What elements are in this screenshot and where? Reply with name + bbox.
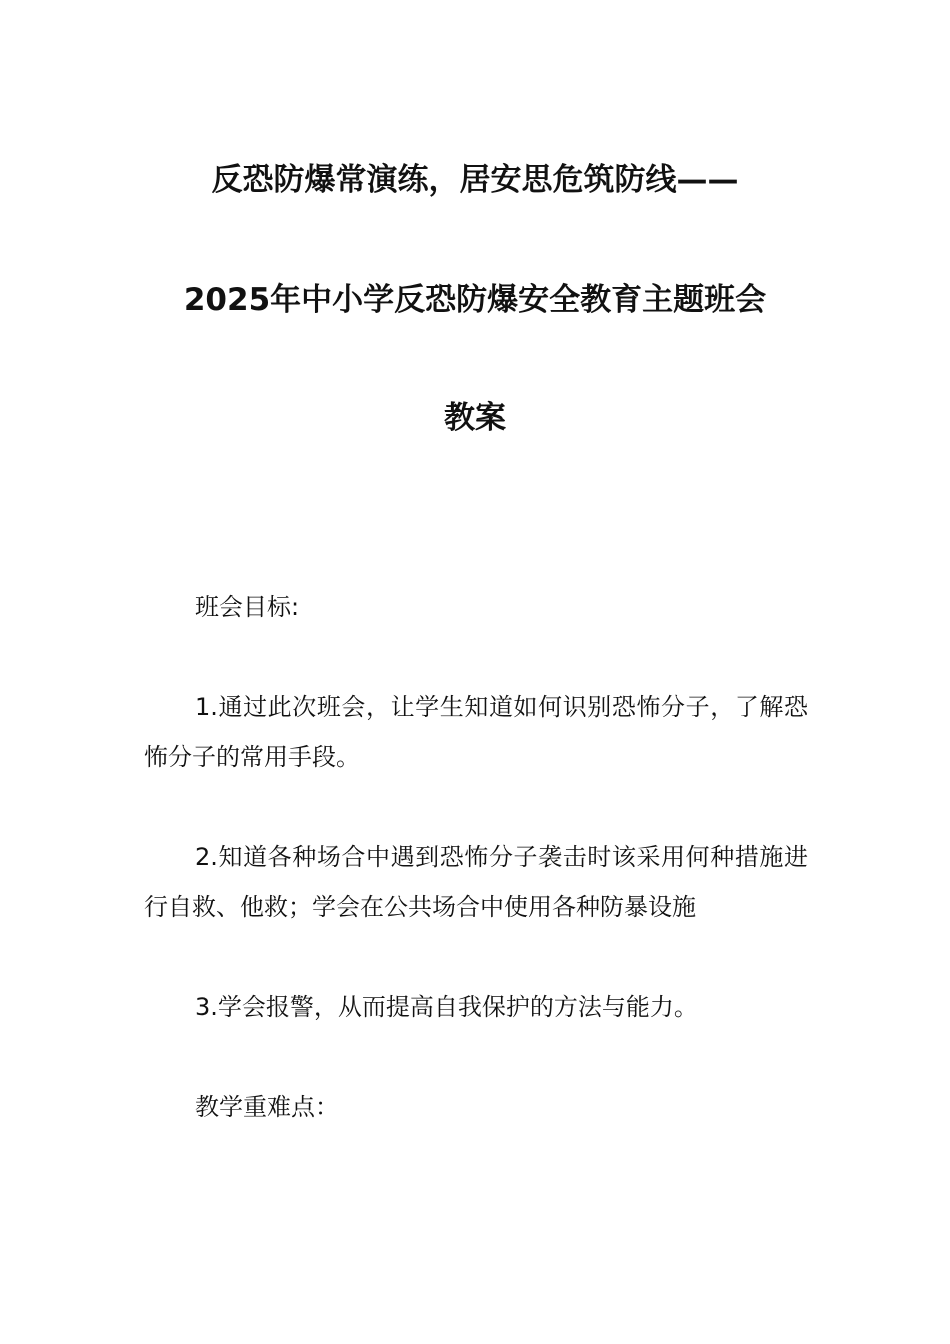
title-line-2: 2025年中小学反恐防爆安全教育主题班会 xyxy=(183,282,767,318)
goal-item-2: 2.知道各种场合中遇到恐怖分子袭击时该采用何种措施进行自救、他救；学会在公共场合中使用各种防暴设施 xyxy=(144,843,808,921)
goal-item-3: 3.学会报警，从而提高自我保护的方法与能力。 xyxy=(195,993,698,1021)
title-line-1: 反恐防爆常演练，居安思危筑防线—— xyxy=(211,162,739,198)
section-heading-goals: 班会目标: xyxy=(195,593,300,621)
section-heading-key-points: 教学重难点： xyxy=(195,1093,339,1121)
title-line-3: 教案 xyxy=(444,400,506,436)
goal-item-1: 1.通过此次班会，让学生知道如何识别恐怖分子，了解恐怖分子的常用手段。 xyxy=(144,693,808,771)
